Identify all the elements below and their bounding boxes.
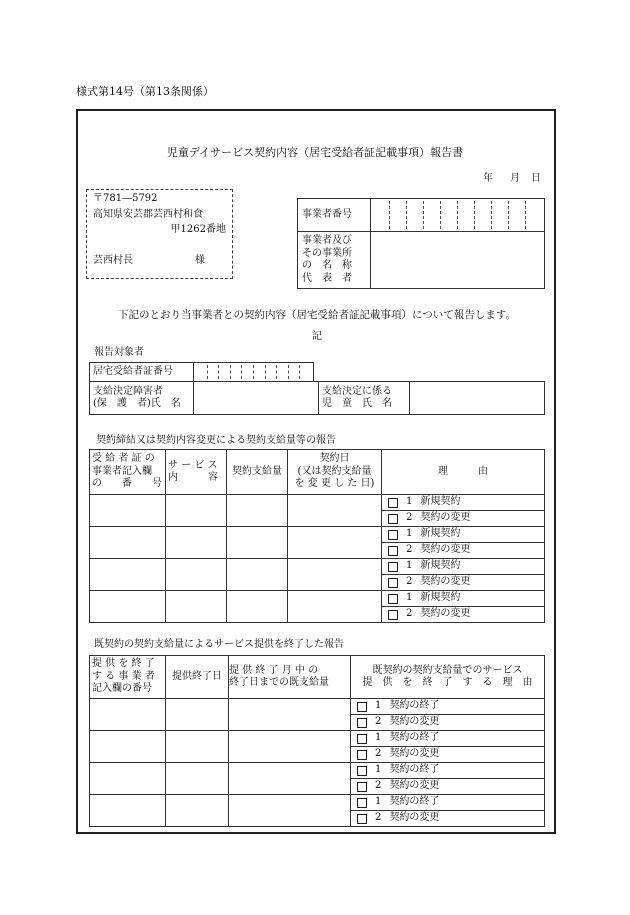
intro-text: 下記のとおり当事業者との契約内容（居宅受給者証記載事項）について報告します。 (118, 309, 516, 321)
s1-col-header-line: 内 容 (168, 472, 218, 483)
s1-number-cell[interactable] (90, 559, 166, 591)
new-contract-option[interactable] (382, 527, 544, 543)
s1-amount-cell[interactable] (227, 527, 288, 559)
s2-end-date-cell[interactable] (166, 731, 229, 763)
checkbox[interactable] (357, 782, 367, 792)
address-line1: 高知県安芸郡芸西村和食 (93, 209, 203, 220)
s1-reason-cell (382, 559, 545, 591)
s2-col-header-line: 提 供 終 了 月 中 の (229, 664, 319, 676)
s2-number-cell[interactable] (90, 795, 166, 827)
s2-col-header-line: す る 事 業 者 (92, 670, 155, 682)
option-label: 契約の変更 (420, 576, 471, 588)
s1-service-cell[interactable] (166, 527, 227, 559)
option-number: 1 (406, 560, 413, 572)
checkbox[interactable] (357, 718, 367, 728)
subject-heading: 報告対象者 (94, 347, 144, 358)
s2-col-header-line: 既契約の契約支給量でのサービス (372, 664, 523, 676)
option-label: 契約の変更 (389, 748, 440, 760)
s2-amount-cell[interactable] (229, 763, 351, 795)
provider-number-label: 事業者番号 (298, 199, 371, 232)
option-label: 契約の変更 (389, 812, 440, 824)
s1-amount-cell[interactable] (227, 559, 288, 591)
checkbox[interactable] (357, 798, 367, 808)
option-label: 新規契約 (420, 592, 461, 604)
checkbox[interactable] (357, 734, 367, 744)
s2-end-date-cell[interactable] (166, 763, 229, 795)
s1-col-header-line: 契約日 (319, 453, 350, 465)
s1-col-header-number (90, 450, 166, 495)
contract-change-option[interactable] (382, 575, 544, 590)
s1-col-header-line: サ ー ビ ス (168, 459, 218, 471)
s1-date-cell[interactable] (288, 559, 382, 591)
names-table (89, 381, 545, 415)
addressee-block (86, 189, 233, 279)
contract-end-option[interactable] (351, 699, 544, 715)
checkbox[interactable] (357, 750, 367, 760)
table-row (90, 559, 545, 591)
s2-reason-cell (351, 763, 545, 795)
checkbox[interactable] (388, 546, 398, 556)
s2-number-cell[interactable] (90, 763, 166, 795)
provider-name-label-line: その事業所 (302, 247, 352, 259)
s1-col-header-line: を 変 更 し た 日) (294, 478, 375, 490)
s1-amount-cell[interactable] (227, 495, 288, 527)
contract-change-option[interactable] (351, 811, 544, 826)
option-number: 1 (375, 764, 382, 776)
checkbox[interactable] (388, 530, 398, 540)
form-number: 様式第14号（第13条関係） (76, 85, 214, 98)
table-row (90, 527, 545, 559)
s1-number-cell[interactable] (90, 527, 166, 559)
contract-change-option[interactable] (382, 543, 544, 558)
cert-number-table (89, 362, 314, 382)
termination-report-table (89, 655, 545, 827)
new-contract-option[interactable] (382, 495, 544, 511)
option-label: 契約の終了 (389, 764, 440, 776)
s2-col-header-line: 終了日までの既支給量 (229, 677, 329, 688)
checkbox[interactable] (357, 814, 367, 824)
addressee-honorific: 様 (195, 255, 205, 266)
s2-col-header-reason (351, 656, 545, 699)
option-label: 新規契約 (420, 496, 461, 508)
option-label: 契約の変更 (420, 544, 471, 556)
disabled-person-label (90, 382, 194, 415)
s2-end-date-cell[interactable] (166, 795, 229, 827)
date-year[interactable]: 年 (483, 173, 493, 184)
s1-col-header-date (288, 450, 382, 495)
s1-service-cell[interactable] (166, 495, 227, 527)
s2-amount-cell[interactable] (229, 699, 351, 731)
s1-col-header-line: (又は契約支給量 (297, 465, 372, 477)
address-line2: 甲1262番地 (170, 224, 226, 235)
s2-col-header-line: 提 供 を 終 了 す る 理 由 (362, 677, 533, 688)
contract-change-option[interactable] (382, 607, 544, 622)
provider-name-label-line: 代 表 者 (302, 272, 352, 284)
s2-col-header-line: 提 供 を 終 了 (92, 658, 155, 670)
s1-service-cell[interactable] (166, 559, 227, 591)
option-number: 2 (406, 576, 413, 588)
table-row (90, 699, 545, 731)
option-label: 契約の終了 (389, 796, 440, 808)
postal-code: 〒781―5792 (93, 193, 158, 204)
s1-reason-cell (382, 495, 545, 527)
child-name-label (319, 382, 410, 415)
contract-change-option[interactable] (351, 747, 544, 762)
provider-table (297, 198, 545, 289)
checkbox[interactable] (388, 514, 398, 524)
provider-name-label-line: 事業者及び (302, 235, 352, 246)
s2-reason-cell (351, 699, 545, 731)
cert-number-label: 居宅受給者証番号 (90, 363, 194, 382)
provider-name-label (298, 232, 371, 289)
contract-end-option[interactable] (351, 763, 544, 779)
s2-end-date-cell[interactable] (166, 699, 229, 731)
s2-col-header-amount (229, 656, 351, 699)
checkbox[interactable] (388, 610, 398, 620)
s2-reason-cell (351, 731, 545, 763)
option-number: 1 (406, 496, 413, 508)
s2-amount-cell[interactable] (229, 731, 351, 763)
contract-change-option[interactable] (351, 779, 544, 794)
contract-change-option[interactable] (382, 511, 544, 526)
checkbox[interactable] (388, 578, 398, 588)
s2-col-header-end-date: 提供終了日 (166, 656, 229, 699)
table-row (90, 731, 545, 763)
s1-date-cell[interactable] (288, 591, 382, 623)
option-number: 1 (375, 732, 382, 744)
provider-name-label-line: の 名 称 (302, 260, 352, 271)
table-row (90, 795, 545, 827)
section2-heading: 既契約の契約支給量によるサービス提供を終了した報告 (94, 639, 344, 650)
option-label: 新規契約 (420, 560, 461, 572)
option-label: 契約の変更 (420, 512, 471, 524)
date-month[interactable]: 月 (510, 173, 520, 184)
s1-date-cell[interactable] (288, 495, 382, 527)
s1-reason-cell (382, 591, 545, 623)
s1-col-header-line: 受 給 者 証 の (92, 453, 155, 465)
table-row (90, 591, 545, 623)
disabled-person-label-line: 支給決定障害者 (93, 385, 163, 397)
section1-heading: 契約締結又は契約内容変更による契約支給量等の報告 (96, 435, 336, 446)
new-contract-option[interactable] (382, 559, 544, 575)
option-number: 1 (406, 592, 413, 604)
contract-change-option[interactable] (351, 715, 544, 730)
s1-col-header-service (166, 450, 227, 495)
option-label: 契約の変更 (389, 716, 440, 728)
contract-report-table (89, 449, 545, 623)
checkbox[interactable] (388, 594, 398, 604)
addressee-name: 芸西村長 (93, 255, 133, 266)
option-number: 2 (375, 748, 382, 760)
child-name-label-line: 児 童 氏 名 (322, 398, 392, 409)
provider-number-field[interactable] (371, 199, 545, 232)
table-row (90, 495, 545, 527)
option-label: 契約の変更 (389, 780, 440, 792)
s2-col-header-line: 記入欄の番号 (92, 683, 152, 695)
s2-col-header-number (90, 656, 166, 699)
checkbox[interactable] (357, 702, 367, 712)
checkbox[interactable] (388, 498, 398, 508)
checkbox[interactable] (357, 766, 367, 776)
s1-amount-cell[interactable] (227, 591, 288, 623)
s2-reason-cell (351, 795, 545, 827)
option-number: 1 (375, 796, 382, 808)
option-number: 1 (375, 700, 382, 712)
contract-end-option[interactable] (351, 731, 544, 747)
child-name-label-line: 支給決定に係る (322, 385, 392, 397)
table-row (90, 763, 545, 795)
new-contract-option[interactable] (382, 591, 544, 607)
option-label: 契約の終了 (389, 732, 440, 744)
option-number: 2 (406, 544, 413, 556)
s1-col-header-line: の 番 号 (92, 478, 162, 490)
provider-name-field[interactable] (371, 232, 545, 289)
s1-col-header-line: 事業者記入欄 (92, 465, 152, 477)
option-number: 2 (375, 716, 382, 728)
option-number: 2 (375, 780, 382, 792)
s1-col-header-amount: 契約支給量 (227, 450, 288, 495)
option-label: 新規契約 (420, 528, 461, 540)
option-label: 契約の終了 (389, 700, 440, 712)
cert-number-field[interactable] (194, 363, 314, 382)
ki-mark: 記 (312, 331, 322, 342)
s2-amount-cell[interactable] (229, 795, 351, 827)
s1-number-cell[interactable] (90, 495, 166, 527)
option-number: 2 (406, 512, 413, 524)
date-day[interactable]: 日 (531, 173, 541, 184)
form-title: 児童デイサービス契約内容（居宅受給者証記載事項）報告書 (166, 146, 464, 159)
disabled-person-label-line: (保 護 者)氏 名 (93, 398, 181, 409)
disabled-person-name-field[interactable] (194, 382, 319, 415)
s1-service-cell[interactable] (166, 591, 227, 623)
contract-end-option[interactable] (351, 795, 544, 811)
s2-number-cell[interactable] (90, 699, 166, 731)
checkbox[interactable] (388, 562, 398, 572)
child-name-field[interactable] (410, 382, 545, 415)
s1-col-header-reason: 理 由 (382, 450, 545, 495)
option-number: 2 (375, 812, 382, 824)
option-label: 契約の変更 (420, 608, 471, 620)
s1-date-cell[interactable] (288, 527, 382, 559)
s1-number-cell[interactable] (90, 591, 166, 623)
option-number: 2 (406, 608, 413, 620)
s2-number-cell[interactable] (90, 731, 166, 763)
s1-reason-cell (382, 527, 545, 559)
option-number: 1 (406, 528, 413, 540)
